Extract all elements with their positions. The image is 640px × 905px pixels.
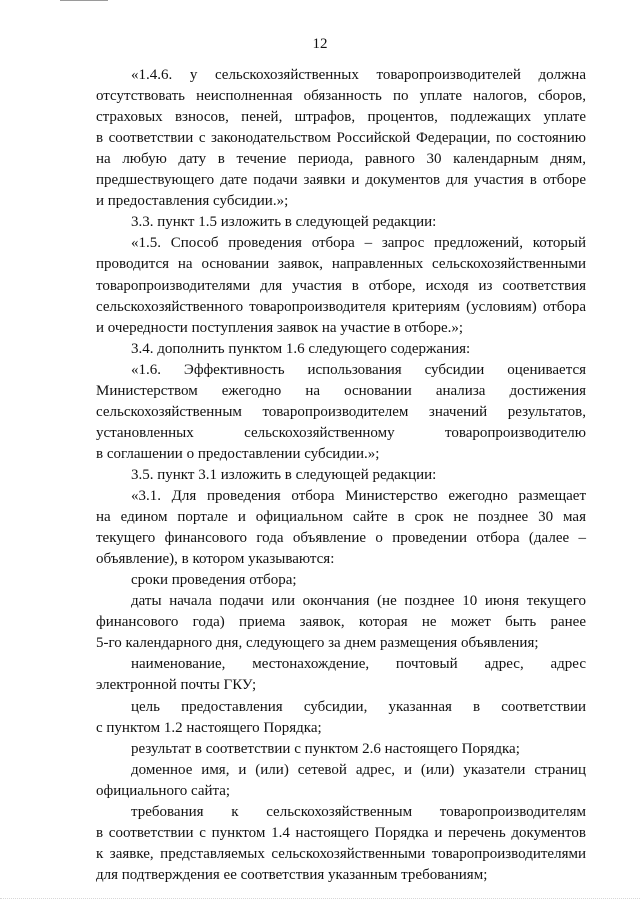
text-line: официального сайта;: [96, 783, 231, 799]
text-line: установленных сельскохозяйственному товаропроизводителю: [96, 425, 586, 441]
text-line: предшествующего дате подачи заявки и документов для участия в отборе: [96, 172, 586, 188]
text-line: требования к сельскохозяйственным товаропроизводителям: [131, 804, 586, 820]
text-line: 5-го календарного дня, следующего за днем размещения объявления;: [96, 635, 539, 651]
text-line: к заявке, представляемых сельскохозяйственными товаропроизводителями: [96, 846, 586, 862]
scan-edge-mark: [60, 0, 108, 1]
text-line: «3.1. Для проведения отбора Министерство ежегодно размещает: [131, 488, 586, 504]
text-line: текущего финансового года объявление о проведении отбора (далее –: [96, 530, 586, 546]
text-line: доменное имя, и (или) сетевой адрес, и (или) указатели страниц: [131, 762, 586, 778]
text-line: сроки проведения отбора;: [131, 572, 297, 588]
text-line: на едином портале и официальном сайте в срок не позднее 30 мая: [96, 509, 586, 525]
text-line: «1.4.6. у сельскохозяйственных товаропроизводителей должна: [131, 67, 586, 83]
text-line: 3.5. пункт 3.1 изложить в следующей редакции:: [131, 467, 437, 483]
text-line: «1.5. Способ проведения отбора – запрос предложений, который: [131, 235, 586, 251]
text-line: результат в соответствии с пунктом 2.6 настоящего Порядка;: [131, 741, 520, 757]
text-line: в соответствии с законодательством Российской Федерации, по состоянию: [96, 130, 586, 146]
text-line: Министерством ежегодно на основании анализа достижения: [96, 383, 586, 399]
page-number: 12: [312, 36, 328, 52]
text-line: наименование, местонахождение, почтовый адрес, адрес: [131, 656, 586, 672]
text-line: цель предоставления субсидии, указанная в соответствии: [131, 699, 586, 715]
text-line: объявление), в котором указываются:: [96, 551, 335, 567]
text-line: сельскохозяйственным товаропроизводителем значений результатов,: [96, 404, 586, 420]
text-line: страховых взносов, пеней, штрафов, процентов, подлежащих уплате: [96, 109, 586, 125]
text-line: в соглашении о предоставлении субсидии.»;: [96, 446, 380, 462]
text-line: с пунктом 1.2 настоящего Порядка;: [96, 720, 322, 736]
text-line: «1.6. Эффективность использования субсидии оценивается: [131, 362, 586, 378]
text-line: 3.4. дополнить пунктом 1.6 следующего содержания:: [131, 341, 471, 357]
text-line: даты начала подачи или окончания (не позднее 10 июня текущего: [131, 593, 586, 609]
text-line: на любую дату в течение периода, равного 30 календарным дням,: [96, 151, 586, 167]
text-line: и очередности поступления заявок на участие в отборе.»;: [96, 320, 464, 336]
text-line: электронной почты ГКУ;: [96, 677, 257, 693]
text-line: в соответствии с пунктом 1.4 настоящего Порядка и перечень документов: [96, 825, 586, 841]
text-line: и предоставления субсидии.»;: [96, 193, 289, 209]
text-line: 3.3. пункт 1.5 изложить в следующей редакции:: [131, 214, 437, 230]
scan-bottom-edge: [0, 898, 640, 900]
text-line: товаропроизводителями для участия в отборе, исходя из соответствия: [96, 278, 586, 294]
text-line: сельскохозяйственного товаропроизводителя критериям (условиям) отбора: [96, 299, 586, 315]
text-line: проводится на основании заявок, направленных сельскохозяйственными: [96, 256, 586, 272]
text-line: финансового года) приема заявок, которая не может быть ранее: [96, 614, 586, 630]
text-line: отсутствовать неисполненная обязанность по уплате налогов, сборов,: [96, 88, 586, 104]
text-line: для подтверждения ее соответствия указанным требованиям;: [96, 867, 488, 883]
